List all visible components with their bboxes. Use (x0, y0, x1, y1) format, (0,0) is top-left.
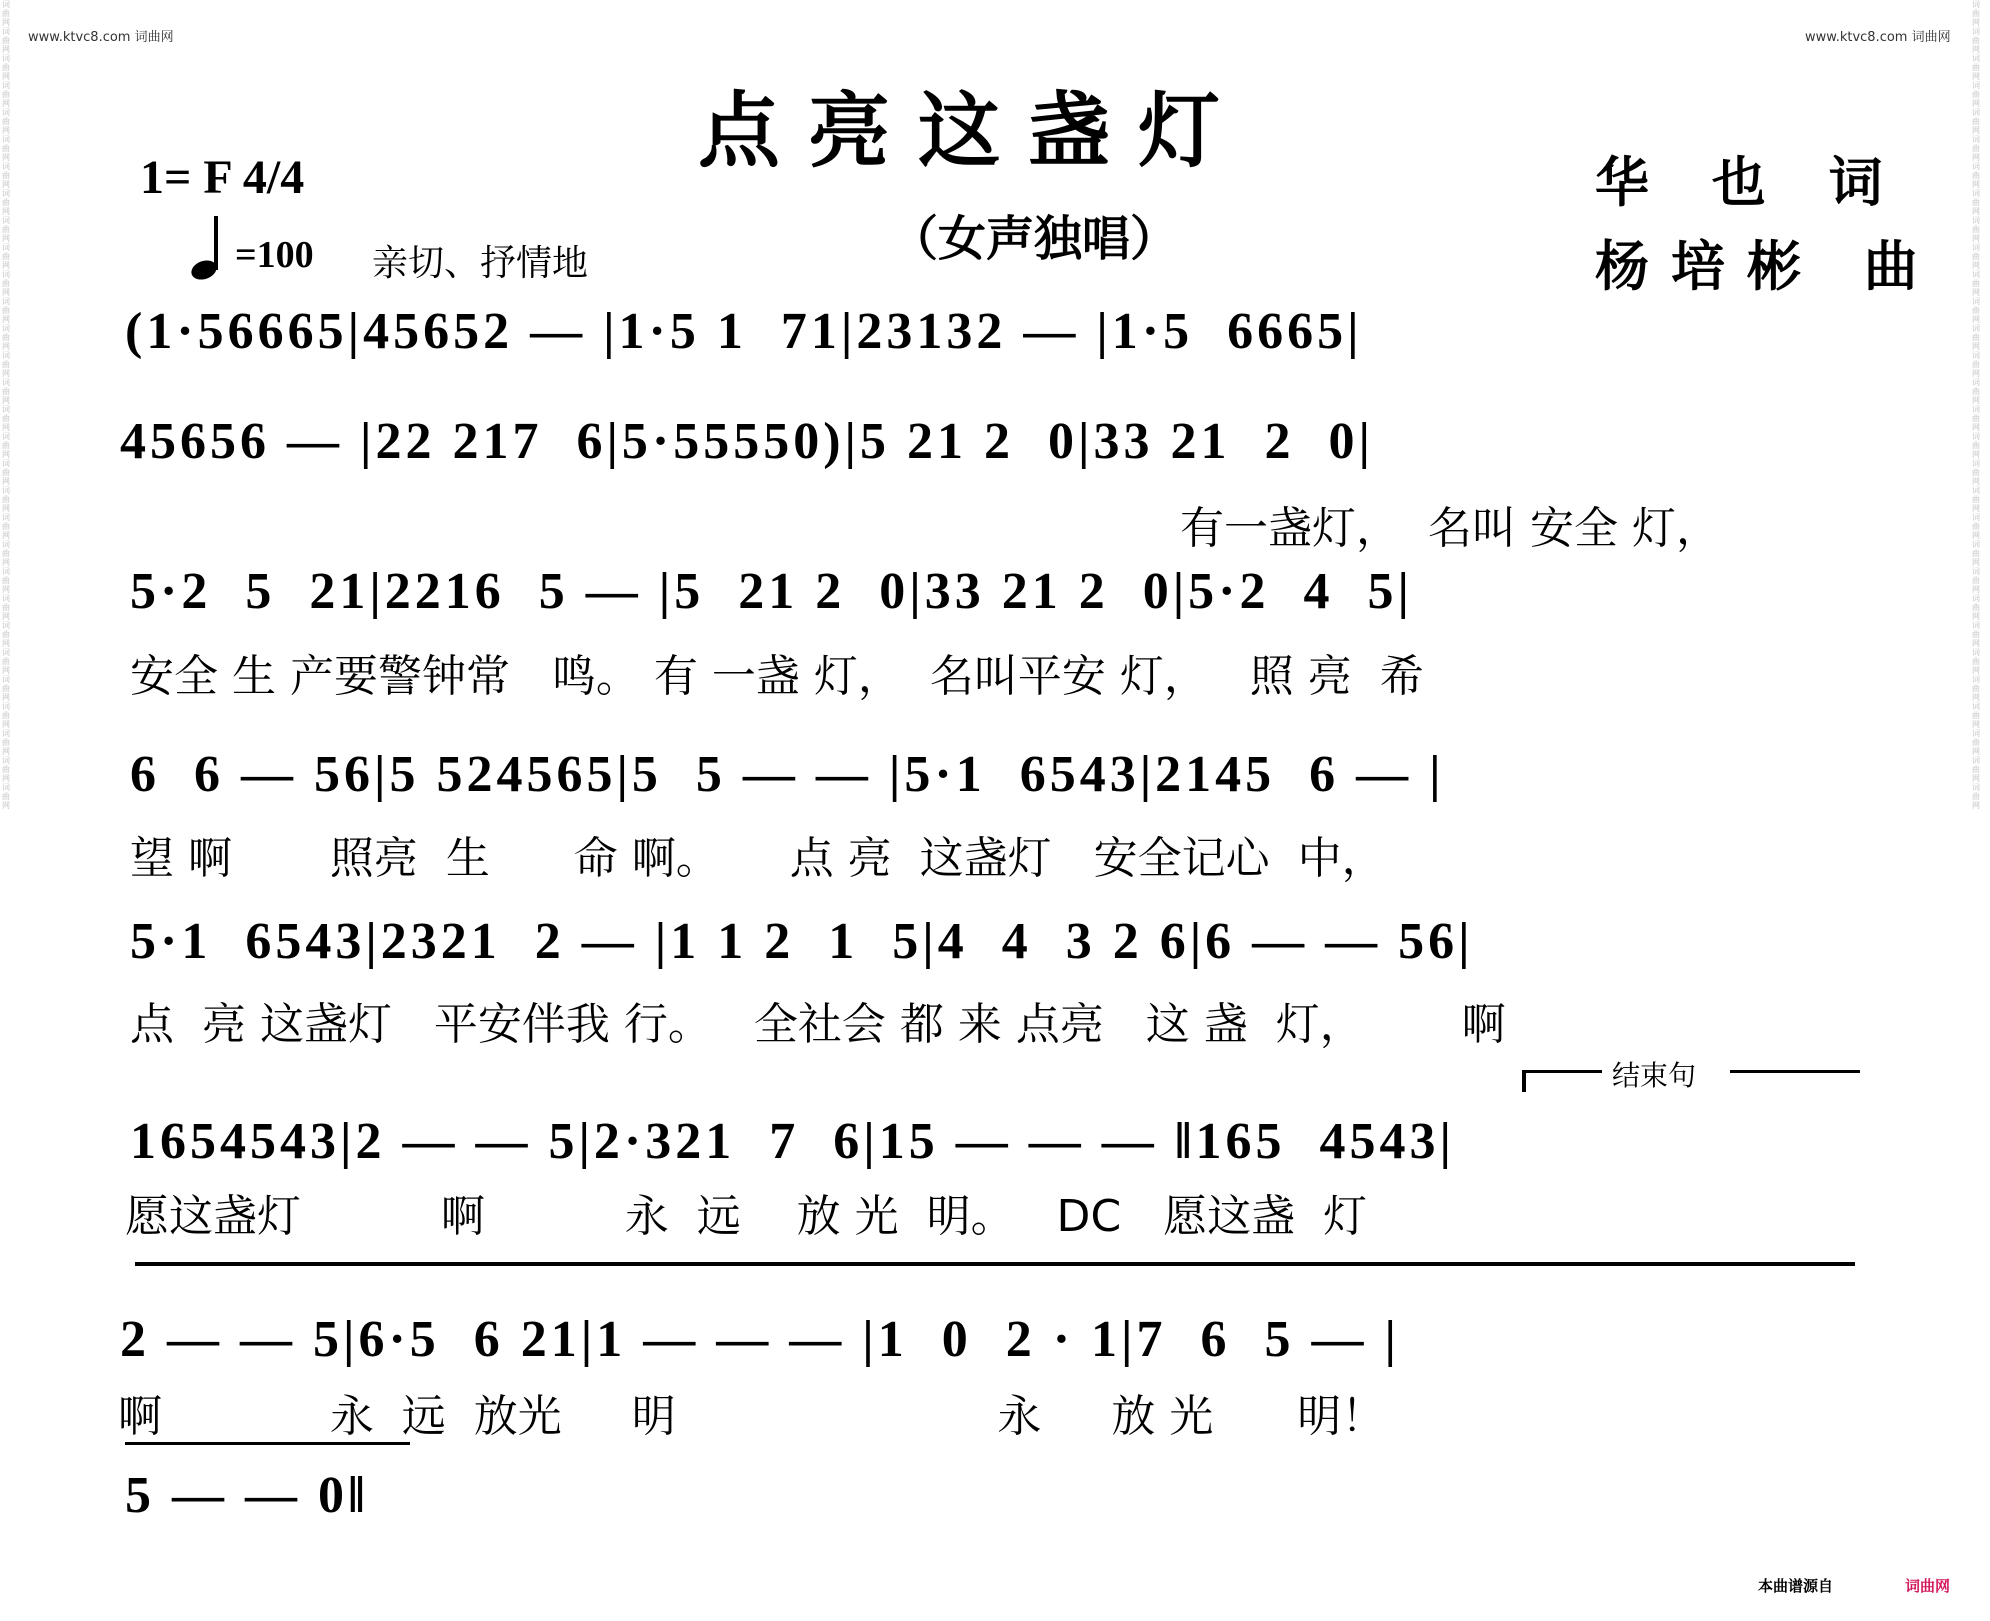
score-row-1: (1·56665|45652 — |1·5 1 71|23132 — |1·5 6665| (125, 303, 1363, 360)
quarter-note-icon (190, 212, 226, 286)
lyrics-row-6: 愿这盏灯 啊 永 远 放 光 明。 DC 愿这盏 灯 (125, 1191, 1368, 1242)
ending-label: 结束句 (1612, 1059, 1697, 1092)
footer-brand: 词曲网 (1905, 1577, 1951, 1595)
lyrics-row-7: 啊 永 远 放光 明 永 放 光 明！ (118, 1391, 1386, 1442)
side-watermark-left: 词曲网词曲网词曲网词曲网词曲网词曲网词曲网词曲网词曲网词曲网词曲网词曲网词曲网词曲网词曲网词曲网词曲网词曲网词曲网词曲网词曲网词曲网词曲网词曲网词曲网词曲网词曲网词曲网词曲网词曲网 (2, 0, 10, 810)
watermark-left: www.ktvc8.com 词曲网 (28, 30, 174, 45)
lyrics-row-3: 安全 生 产要警钟常 鸣。 有 一盏 灯， 名叫平安 灯， 照 亮 希 (130, 651, 1424, 702)
tempo-expression: 亲切、抒情地 (372, 243, 589, 284)
section-divider (135, 1262, 1855, 1266)
lyrics-row-2: 有一盏灯， 名叫 安全 灯， (1180, 503, 1720, 554)
lyrics-row-5: 点 亮 这盏灯 平安伴我 行。 全社会 都 来 点亮 这 盏 灯， 啊 (130, 999, 1506, 1050)
watermark-right: www.ktvc8.com 词曲网 (1805, 30, 1951, 45)
score-row-4: 6 6 — 56|5 524565|5 5 — — |5·1 6543|2145 6 — | (130, 746, 1445, 803)
score-row-6: 1654543|2 — — 5|2·321 7 6|15 — — — ‖165 4543| (130, 1113, 1456, 1170)
tempo-mark: =100 (235, 234, 314, 276)
ending-bracket-line-b (1730, 1070, 1860, 1073)
ending-bracket-line-a (1522, 1070, 1602, 1073)
song-subtitle: （女声独唱） (890, 211, 1179, 267)
score-row-8: 5 — — 0‖ (125, 1467, 369, 1524)
side-watermark-right: 词曲网词曲网词曲网词曲网词曲网词曲网词曲网词曲网词曲网词曲网词曲网词曲网词曲网词曲网词曲网词曲网词曲网词曲网词曲网词曲网词曲网词曲网词曲网词曲网词曲网词曲网词曲网词曲网词曲网词曲网 (1972, 0, 1980, 810)
composer-credit: 杨培彬 曲 (1595, 234, 1940, 298)
lyricist-credit: 华 也 词 (1595, 150, 1905, 214)
key-signature: 1= F 4/4 (140, 151, 305, 204)
song-title: 点亮这盏灯 (698, 83, 1249, 179)
score-row-5: 5·1 6543|2321 2 — |1 1 2 1 5|4 4 3 2 6|6 — — 56| (130, 913, 1474, 970)
score-row-2: 45656 — |22 217 6|5·55550)|5 21 2 0|33 21 2 0| (120, 413, 1374, 470)
score-row-7: 2 — — 5|6·5 6 21|1 — — — |1 0 2 · 1|7 6 5 — | (120, 1311, 1400, 1368)
ending-bracket-left (1522, 1070, 1526, 1092)
final-row-divider (125, 1442, 410, 1445)
score-row-3: 5·2 5 21|2216 5 — |5 21 2 0|33 21 2 0|5·2 4 5| (130, 563, 1413, 620)
lyrics-row-4: 望 啊 照亮 生 命 啊。 点 亮 这盏灯 安全记心 中， (130, 833, 1386, 884)
footer-source: 本曲谱源自 (1758, 1577, 1834, 1595)
